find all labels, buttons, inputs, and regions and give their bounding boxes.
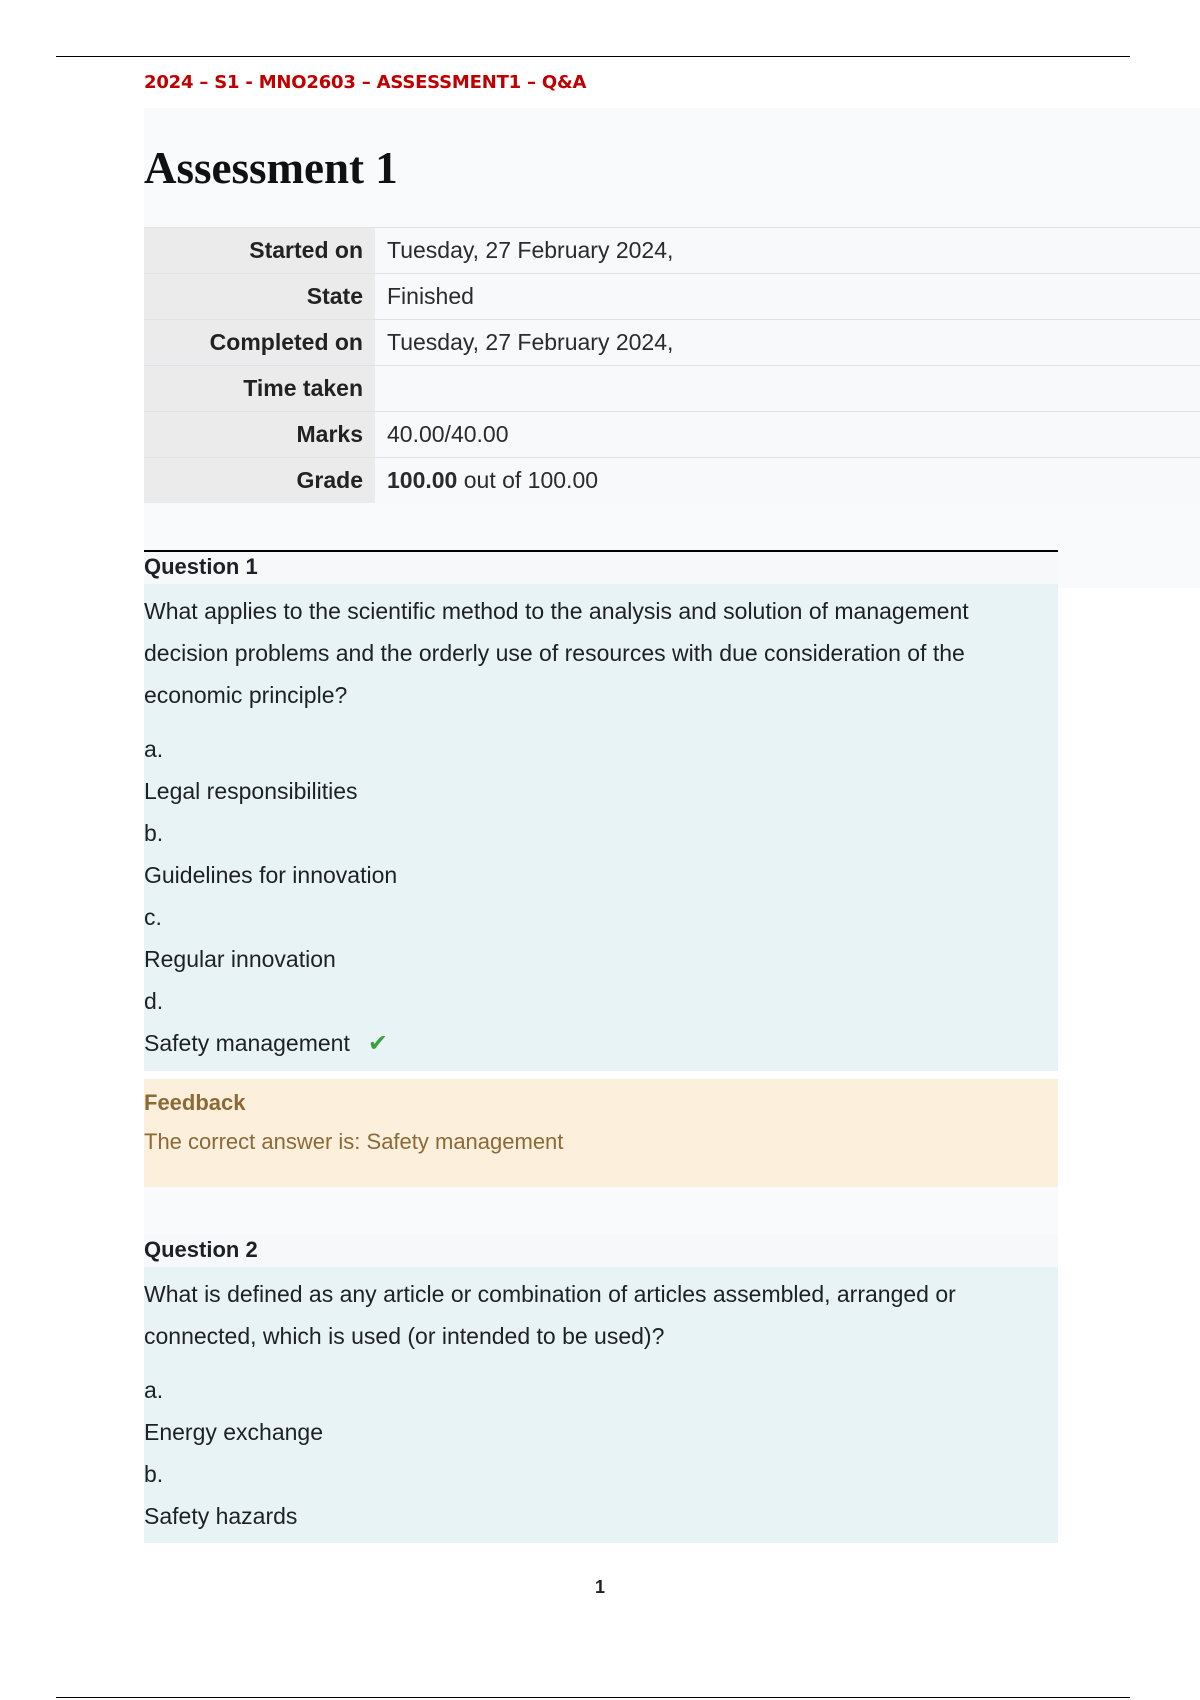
attempt-summary-table xyxy=(144,227,1200,503)
summary-value xyxy=(375,366,1200,412)
question-1 xyxy=(144,550,1058,1543)
feedback-text: The correct answer is: Safety management xyxy=(144,1129,564,1154)
page-number: 1 xyxy=(594,1577,605,1597)
option-text[interactable]: Guidelines for innovation xyxy=(144,862,398,888)
option-text[interactable]: Safety hazards xyxy=(144,1503,298,1529)
summary-label: State xyxy=(144,274,375,320)
summary-label: Grade xyxy=(144,458,375,504)
option-letter: b. xyxy=(144,820,164,846)
summary-value: 40.00/40.00 xyxy=(375,412,1200,458)
page-title: Assessment 1 xyxy=(144,143,398,193)
summary-value xyxy=(375,458,1200,504)
question-spacer xyxy=(144,1187,1058,1235)
question-content xyxy=(144,584,1058,1071)
grade-value: 100.00 xyxy=(387,467,458,493)
summary-value: Tuesday, 27 February 2024, xyxy=(375,320,1200,366)
option-text[interactable]: Energy exchange xyxy=(144,1419,324,1445)
summary-row xyxy=(144,274,1200,320)
option-letter: c. xyxy=(144,904,162,930)
question-header: Question 1 xyxy=(144,552,1058,584)
feedback-panel xyxy=(144,1079,1058,1187)
option-text[interactable]: Regular innovation xyxy=(144,946,336,972)
summary-row xyxy=(144,228,1200,274)
document-header: 2024 – S1 - MNO2603 – ASSESSMENT1 – Q&A xyxy=(144,72,587,93)
option-text: Safety management xyxy=(144,1030,350,1056)
check-icon: ✔ xyxy=(367,1030,388,1057)
option-letter: b. xyxy=(144,1461,164,1487)
summary-label: Completed on xyxy=(144,320,375,366)
bottom-rule xyxy=(56,1697,1130,1698)
option-letter: d. xyxy=(144,988,164,1014)
option-letter: a. xyxy=(144,736,164,762)
grade-out-of: out of 100.00 xyxy=(457,467,599,493)
question-text: What applies to the scientific method to the analysis and solution of management decision problems and the orderly use of resources with due consideration of the economic principle? xyxy=(144,598,969,708)
summary-row xyxy=(144,366,1200,412)
summary-row xyxy=(144,412,1200,458)
option-row-correct[interactable] xyxy=(144,1022,1058,1065)
question-header: Question 2 xyxy=(144,1235,1058,1267)
top-rule xyxy=(56,56,1130,57)
option-letter: a. xyxy=(144,1377,164,1403)
option-text[interactable]: Legal responsibilities xyxy=(144,778,358,804)
summary-label: Started on xyxy=(144,228,375,274)
summary-value: Finished xyxy=(375,274,1200,320)
question-text: What is defined as any article or combination of articles assembled, arranged or connected, which is used (or intended to be used)? xyxy=(144,1281,956,1349)
summary-row xyxy=(144,458,1200,504)
question-content xyxy=(144,1267,1058,1543)
summary-value: Tuesday, 27 February 2024, xyxy=(375,228,1200,274)
summary-row xyxy=(144,320,1200,366)
summary-label: Time taken xyxy=(144,366,375,412)
summary-label: Marks xyxy=(144,412,375,458)
feedback-title: Feedback xyxy=(144,1090,246,1115)
